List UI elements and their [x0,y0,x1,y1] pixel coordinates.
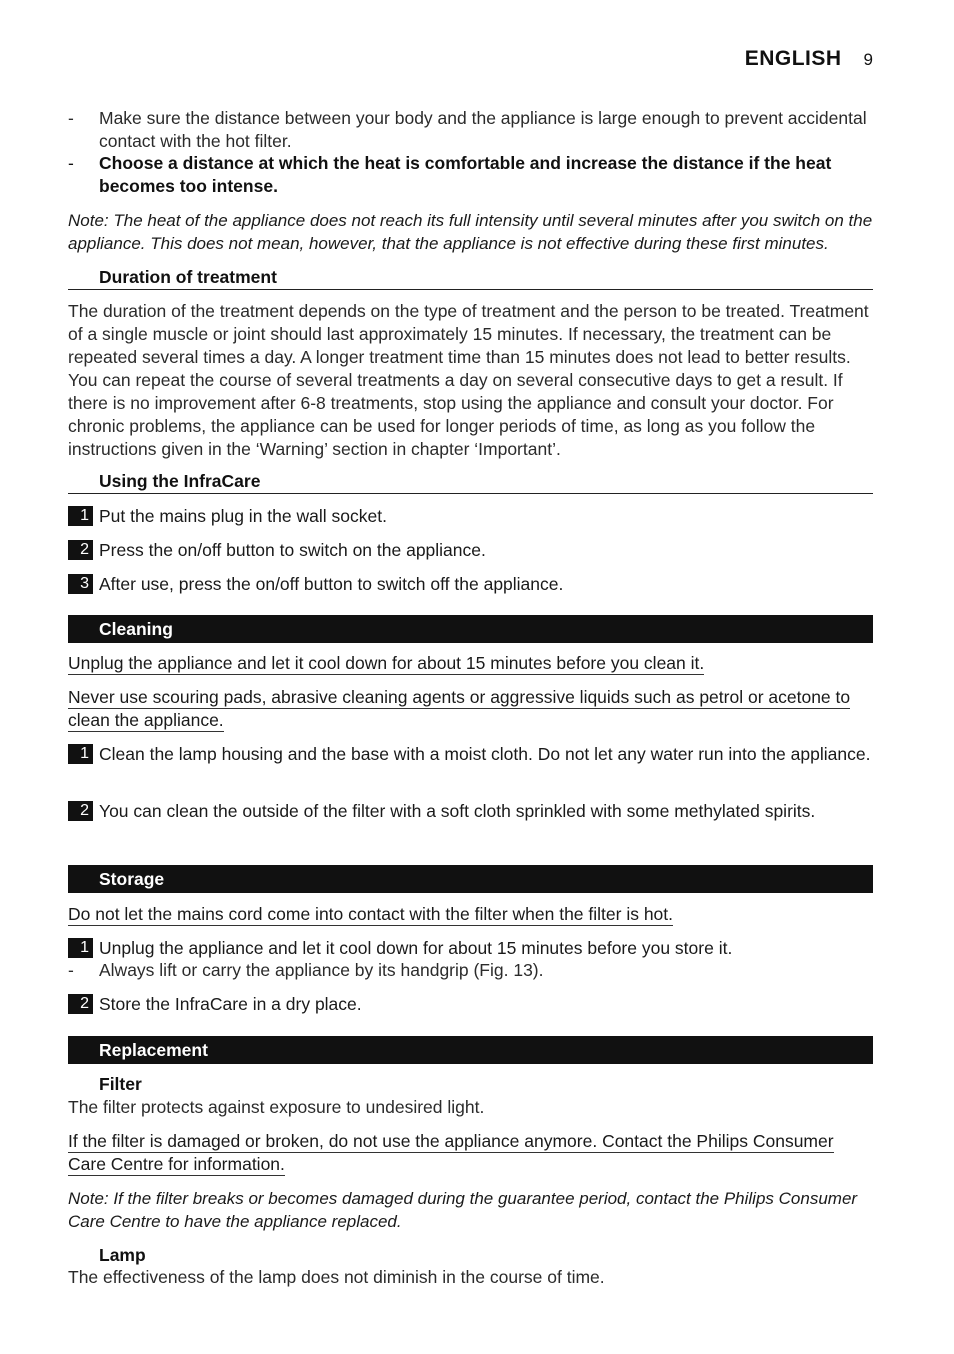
using-step-3 [68,573,873,596]
cleaning-warning-scouring [68,686,873,732]
cleaning-step-2 [68,800,873,823]
step-text: Put the mains plug in the wall socket. [99,506,387,526]
step-number: 1 [68,938,93,958]
step-number: 1 [68,506,93,526]
storage-warning-cord [68,903,873,926]
filter-note: Note: If the filter breaks or becomes damaged during the guarantee period, contact the Philips Consumer Care Centre to have the appliance replaced. [68,1189,858,1231]
step-number: 1 [68,744,93,764]
bullet-text: Make sure the distance between your body and the appliance is large enough to prevent accidental contact with the hot filter. [99,108,867,151]
cleaning-heading-bar: Cleaning [68,615,873,643]
cleaning-warning-unplug [68,652,873,675]
warning-text: Never use scouring pads, abrasive cleaning agents or aggressive liquids such as petrol or acetone to clean the appliance. [68,687,851,730]
note-heat: Note: The heat of the appliance does not reach its full intensity until several minutes after you switch on the appliance. This does not mean, however, that the appliance is not effective during these first minutes. [68,211,873,253]
using-step-2 [68,539,873,562]
bullet-distance [68,107,873,153]
filter-heading: Filter [99,1074,142,1094]
bullet-comfortable-distance [68,152,873,198]
bullet-text: Always lift or carry the appliance by its handgrip (Fig. 13). [99,960,544,980]
bullet-dash: - [68,960,74,980]
replacement-heading-bar: Replacement [68,1036,873,1064]
cleaning-step-1 [68,743,873,766]
step-number: 2 [68,801,93,821]
page-header [745,47,873,71]
using-step-1 [68,505,873,528]
lamp-heading: Lamp [99,1245,146,1265]
language-label: ENGLISH [744,47,842,70]
step-number: 2 [68,994,93,1014]
duration-body: The duration of the treatment depends on the type of treatment and the person to be treated. Treatment of a single muscle or joint should last approximately 15 minutes. If necessary, the treatment can be repeated several times a day. A longer treatment time than 15 minutes does not lead to better results. You can repeat the course of several treatments a day on several consecutive days to get a result. If there is no improvement after 6-8 treatments, stop using the appliance and consult your doctor. For chronic problems, the appliance can be used for longer periods of time, as long as you follow the instructions given in the ‘Warning’ section in chapter ‘Important’. [68,301,869,459]
storage-heading-bar: Storage [68,865,873,893]
step-text: Press the on/off button to switch on the appliance. [99,540,486,560]
step-number: 3 [68,574,93,594]
storage-sub-bullet [68,959,873,982]
warning-text: Unplug the appliance and let it cool down for about 15 minutes before you clean it. [68,653,705,673]
step-text: Store the InfraCare in a dry place. [99,994,362,1014]
storage-step-1 [68,937,873,960]
step-text: After use, press the on/off button to switch off the appliance. [99,574,564,594]
filter-body: The filter protects against exposure to undesired light. [68,1097,485,1117]
page-number: 9 [863,50,873,69]
duration-heading: Duration of treatment [68,266,873,290]
step-text: Unplug the appliance and let it cool down for about 15 minutes before you store it. [99,938,733,958]
bullet-dash: - [68,153,74,173]
storage-step-2 [68,993,873,1016]
bullet-text: Choose a distance at which the heat is comfortable and increase the distance if the heat becomes too intense. [99,153,832,196]
filter-warning [68,1130,873,1176]
bullet-dash: - [68,108,74,128]
step-number: 2 [68,540,93,560]
step-text: You can clean the outside of the filter with a soft cloth sprinkled with some methylated spirits. [99,801,816,821]
using-heading: Using the InfraCare [68,470,873,494]
warning-text: Do not let the mains cord come into contact with the filter when the filter is hot. [68,904,674,924]
lamp-body: The effectiveness of the lamp does not diminish in the course of time. [68,1267,605,1287]
step-text: Clean the lamp housing and the base with a moist cloth. Do not let any water run into the appliance. [99,744,871,764]
warning-text: If the filter is damaged or broken, do not use the appliance anymore. Contact the Philips Consumer Care Centre for information. [68,1131,834,1174]
